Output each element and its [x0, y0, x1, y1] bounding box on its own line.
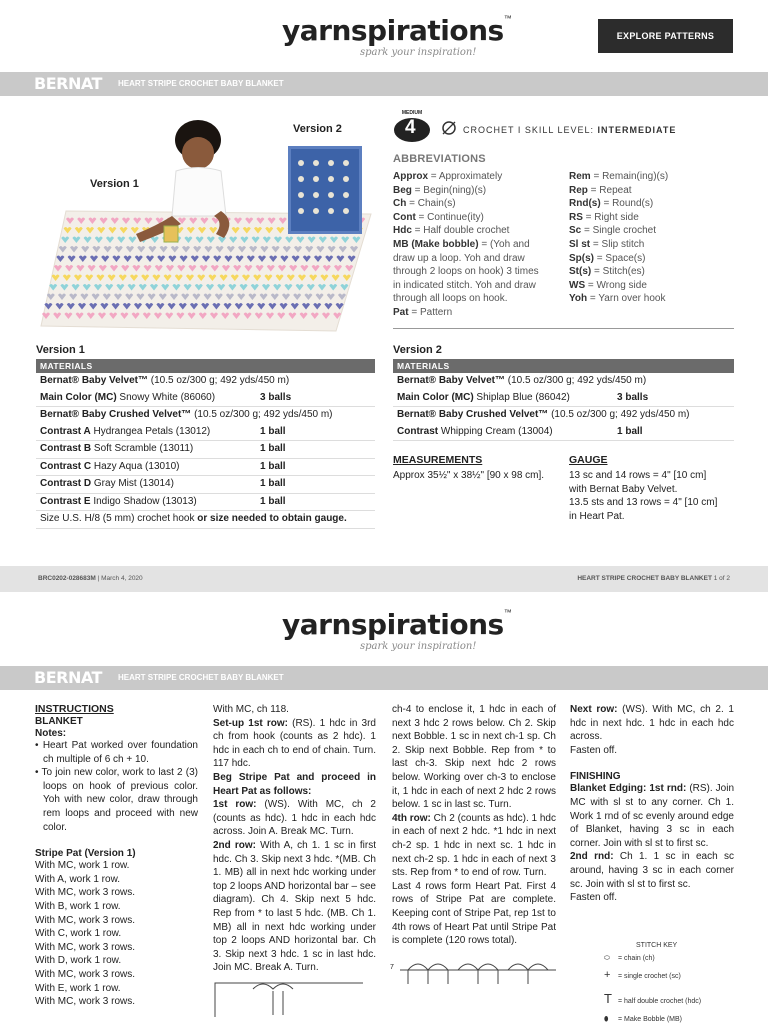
abbreviation-item: Pat = Pattern [393, 306, 453, 318]
bernat-logo: BERNAT [34, 74, 102, 93]
abbreviations-left [393, 170, 563, 320]
instructions-col2: With MC, ch 118. Set-up 1st row: (RS). 1 hdc in 3rd ch from hook (counts as 2 hdc). 1 hdc in each ch to end of chain. Turn. 117 hdc. Beg Stripe Pat and proceed in Heart Pat as follows: 1st row: (WS). With MC, ch 2 (counts as hdc). 1 hdc in each hdc across. Join A. Break MC. Turn. 2nd row: With A, ch 1. 1 sc in first hdc. Ch 3. Skip next 3 hdc. *(MB. Ch 1. MB) all in next hdc working under top 2 loops AND horizontal bar – see diagram). Ch 4. Skip next 5 hdc. Rep from * to last 5 hdc. (MB. Ch 1. MB) all in next hdc working under top 2 loops AND horizontal bar. Ch 3. Skip next 3 hdc. 1 sc in last hdc. Join MC. Break A. Turn. [213, 703, 376, 1024]
v1-contrast-row: Contrast D Gray Mist (13014) 1 ball [36, 476, 375, 494]
v2-heading: Version 2 [393, 344, 442, 356]
header-tagline: spark your inspiration! [360, 47, 477, 58]
v1-contrast-row: Contrast C Hazy Aqua (13010) 1 ball [36, 459, 375, 477]
stripe-row: With E, work 1 row. [35, 982, 121, 994]
divider [393, 328, 734, 329]
chain-icon: ⬭ [604, 955, 610, 962]
measurements-text: Approx 35½" x 38½" [90 x 98 cm]. [393, 470, 545, 481]
v2-contrast-row: Contrast Whipping Cream (13004) 1 ball [393, 424, 734, 442]
page2-pattern-title: HEART STRIPE CROCHET BABY BLANKET [118, 673, 284, 682]
stripe-row: With C, work 1 row. [35, 928, 122, 940]
page2-tagline: spark your inspiration! [360, 641, 477, 652]
stripe-row: With MC, work 3 rows. [35, 996, 136, 1008]
abbreviation-item: Approx = Approximately [393, 171, 503, 182]
stripe-row: With MC, work 3 rows. [35, 941, 136, 953]
instructions-col3: ch-4 to enclose it, 1 hdc in each of next 3 hdc 2 rows below. Ch 2. Skip next Bobble. 1 sc in next ch-1 sp. Ch 2. Skip next Bobble. Rep from * to last ch-3. Skip next hdc 2 rows below. Working over ch-3 to enclose it, 1 hdc in each of next 2 hdc 2 rows below. 1 sc in last sc. Turn. 4th row: Ch 2 (counts as hdc). 1 hdc in each of next 2 hdc. *1 hdc in next ch-2 sp. 1 hdc in next sc. 1 hdc in next ch-2 sp. 1 hdc in each of next 3 sts. Rep from * to end of row. Turn. Last 4 rows form Heart Pat. First 4 rows of Stripe Pat are complete. Keeping cont of Stripe Pat, rep 1st to 4th rows of Heart Pat until Stripe Pat is complete (120 rows total). 7 [392, 703, 556, 986]
skill-level: CROCHET I SKILL LEVEL: INTERMEDIATE [463, 125, 677, 135]
explore-patterns-button[interactable]: EXPLORE PATTERNS [598, 19, 733, 53]
pattern-title: HEART STRIPE CROCHET BABY BLANKET [118, 79, 284, 88]
stripe-row: With D, work 1 row. [35, 955, 122, 967]
v2-yarn1: Bernat® Baby Velvet™ (10.5 oz/300 g; 492 yds/450 m) [397, 375, 647, 386]
abbreviation-item: through all loops on hook. [393, 293, 508, 305]
stripe-pattern-list [35, 859, 198, 1009]
stripe-row: With MC, work 3 rows. [35, 887, 136, 899]
gauge-heading: GAUGE [569, 454, 608, 466]
abbreviation-item: Rnd(s) = Round(s) [569, 198, 654, 210]
stripe-row: With MC, work 1 row. [35, 860, 130, 872]
abbreviation-item: WS = Wrong side [569, 279, 647, 291]
bobble-diagram [213, 979, 373, 1019]
version2-label: Version 2 [293, 123, 342, 135]
stitch-key: STITCH KEY ⬭ = chain (ch) + = single crochet (sc) T = half double crochet (hdc) ⬮ = Make Bobble (MB) [604, 942, 702, 1023]
v1-mc-row: Main Color (MC) Snowy White (86060) 3 balls [36, 390, 375, 408]
abbreviation-item: RS = Right side [569, 211, 639, 223]
gauge-text: 13 sc and 14 rows = 4" [10 cm] with Bernat Baby Velvet. 13.5 sts and 13 rows = 4" [10 cm] in Heart Pat. [569, 470, 718, 522]
abbreviation-item: Ch = Chain(s) [393, 198, 456, 210]
version1-label: Version 1 [90, 178, 139, 190]
photo-version2 [288, 146, 362, 234]
yarn-weight-icon: MEDIUM 4 [393, 110, 431, 144]
abbreviation-item: in indicated stitch. Yoh and draw [393, 279, 536, 291]
abbreviation-item: Rep = Repeat [569, 184, 632, 196]
v1-yarn1: Bernat® Baby Velvet™ (10.5 oz/300 g; 492 yds/450 m) [40, 375, 290, 386]
abbreviation-item: Cont = Continue(ity) [393, 211, 484, 223]
abbreviation-item: Beg = Begin(ning)(s) [393, 184, 487, 196]
abbreviation-item: Sp(s) = Space(s) [569, 252, 646, 264]
single-crochet-icon: + [604, 969, 611, 981]
v1-contrast-row: Contrast E Indigo Shadow (13013) 1 ball [36, 494, 375, 512]
stripe-row: With MC, work 3 rows. [35, 968, 136, 980]
v1-contrast-list [36, 424, 375, 512]
v1-contrast-row: Contrast B Soft Scramble (13011) 1 ball [36, 441, 375, 459]
v2-yarn2: Bernat® Baby Crushed Velvet™ (10.5 oz/300 g; 492 yds/450 m) [397, 409, 690, 420]
v1-contrast-row: Contrast A Hydrangea Petals (13012) 1 ball [36, 424, 375, 442]
v1-yarn2: Bernat® Baby Crushed Velvet™ (10.5 oz/300 g; 492 yds/450 m) [40, 409, 333, 420]
abbreviation-item: Sc = Single crochet [569, 225, 656, 237]
v1-materials-header: MATERIALS [36, 359, 375, 373]
crochet-hook-icon [441, 121, 457, 135]
title-band [0, 72, 768, 96]
abbreviation-item: Rem = Remain(ing)(s) [569, 171, 669, 182]
header-logo[interactable]: yarnspirations™ [282, 14, 512, 47]
page2-logo[interactable]: yarnspirations™ [282, 608, 512, 641]
measurements-heading: MEASUREMENTS [393, 454, 483, 466]
page2-bernat-logo: BERNAT [34, 668, 102, 687]
abbreviation-item: draw up a loop. Yoh and draw [393, 252, 525, 264]
abbreviations-heading: ABBREVIATIONS [393, 153, 486, 165]
abbreviation-item: Sl st = Slip stitch [569, 238, 645, 250]
stripe-row: With A, work 1 row. [35, 873, 121, 885]
stitch-diagram [398, 956, 558, 986]
page1-footer: BRC0202-028683M | March 4, 2020 HEART STRIPE CROCHET BABY BLANKET 1 of 2 [0, 566, 768, 592]
abbreviation-item: Hdc = Half double crochet [393, 225, 510, 237]
abbreviation-item: MB (Make bobble) = (Yoh and [393, 238, 530, 250]
instructions-col4: Next row: (WS). With MC, ch 2. 1 hdc in next hdc. 1 hdc in each hdc across. Fasten off. FINISHING Blanket Edging: 1st rnd: (RS). Join MC with sl st to any corner. Ch 1. Work 1 rnd of sc evenly around edge of Blanket, having 3 sc in each corner. Join with sl st to first sc. 2nd rnd: Ch 1. 1 sc in each sc around, having 3 sc in each corner sc. Join with sl st to first sc. Fasten off. [570, 704, 735, 904]
make-bobble-icon: ⬮ [604, 1016, 609, 1023]
page2-title-band [0, 666, 768, 690]
instructions-col1: INSTRUCTIONS BLANKET Notes: • Heart Pat worked over foundation ch multiple of 6 ch + 10. • To join new color, work to last 2 (3) loops on hook of previous color. Yoh with new color, draw through rem loops and proceed with new color. Stripe Pat (Version 1) With MC, work 1 row. With A, work 1 row. With MC, work 3 rows. With B, work 1 row. With MC, work 3 rows. With C, work 1 row. With MC, work 3 rows. With D, work 1 row. With MC, work 3 rows. With E, work 1 row. With MC, work 3 rows. [35, 703, 198, 1008]
abbreviation-item: through 2 loops on hook) 3 times [393, 266, 539, 278]
v2-mc-row: Main Color (MC) Shiplap Blue (86042) 3 balls [393, 390, 734, 408]
v1-heading: Version 1 [36, 344, 85, 356]
abbreviation-item: Yoh = Yarn over hook [569, 293, 666, 305]
diagram-row-number: 7 [390, 963, 394, 971]
stripe-row: With MC, work 3 rows. [35, 914, 136, 926]
v1-hook-row: Size U.S. H/8 (5 mm) crochet hook or size needed to obtain gauge. [36, 511, 375, 529]
v1-materials-table [36, 359, 375, 529]
blanket-photo-v2 [291, 149, 359, 231]
abbreviations-right [569, 170, 739, 306]
abbreviation-item: St(s) = Stitch(es) [569, 266, 645, 278]
stripe-row: With B, work 1 row. [35, 900, 121, 912]
v2-materials-table [393, 359, 734, 441]
hdc-icon: T [604, 991, 612, 1006]
v2-materials-header: MATERIALS [393, 359, 734, 373]
